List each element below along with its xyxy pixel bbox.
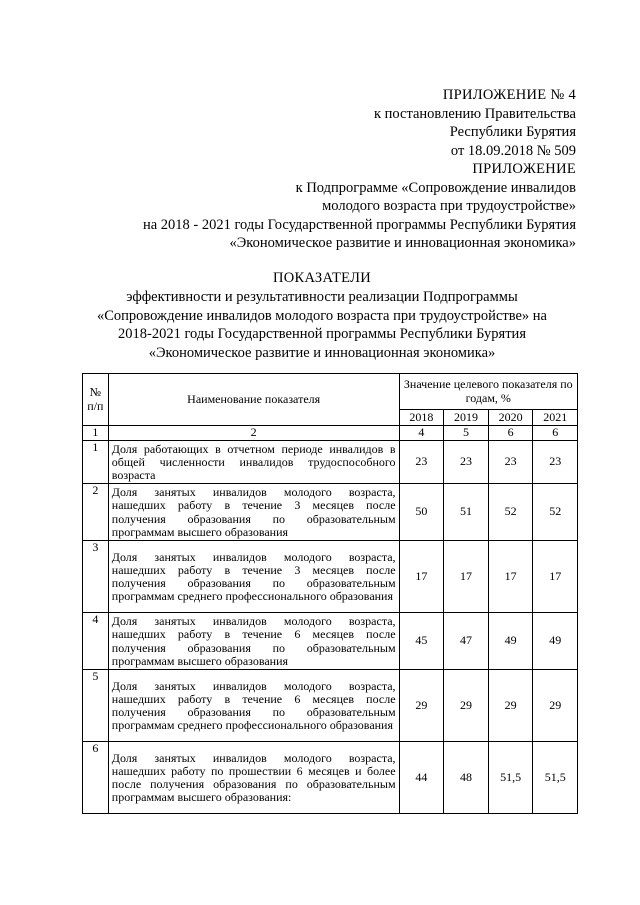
subprogram-appendix-title: ПРИЛОЖЕНИЕ: [472, 161, 576, 177]
appendix-header: [374, 86, 576, 160]
row-number: 4: [83, 613, 109, 670]
title-heading: ПОКАЗАТЕЛИ: [272, 270, 371, 286]
row-indicator-name: [108, 484, 399, 541]
row-value: 50: [399, 484, 444, 541]
appendix-date: от 18.09.2018 № 509: [450, 142, 576, 159]
title-line: 2018-2021 годы Государственной программы Республики Бурятия: [118, 326, 526, 343]
row-value: 29: [533, 670, 578, 742]
table-row: [83, 541, 578, 613]
subprogram-ref-line: к Подпрограмме «Сопровождение инвалидов: [295, 179, 576, 196]
row-value: 51: [444, 484, 489, 541]
table-row: [83, 441, 578, 484]
subprogram-appendix-header: [143, 160, 576, 253]
row-value: 52: [488, 484, 533, 541]
row-value: 17: [488, 541, 533, 613]
row-value: 23: [444, 441, 489, 484]
row-value: 17: [399, 541, 444, 613]
row-value: 49: [533, 613, 578, 670]
row-number: 3: [83, 541, 109, 613]
row-value: 29: [399, 670, 444, 742]
column-number: 2: [108, 426, 399, 441]
appendix-ref-line: Республики Бурятия: [449, 124, 576, 140]
row-value: 17: [533, 541, 578, 613]
title-line: «Экономическое развитие и инновационная экономика»: [148, 345, 496, 362]
row-number: 5: [83, 670, 109, 742]
indicator-text: Доля занятых инвалидов молодого возраста, нашедших работу в течение 3 месяцев после получения образования по образовательным программам среднего профессионального образования: [111, 549, 396, 604]
table-header-row: [83, 374, 578, 410]
header-value: Значение целевого показателя по годам, %: [399, 374, 577, 410]
row-value: 23: [533, 441, 578, 484]
table-row: [83, 742, 578, 814]
row-value: 49: [488, 613, 533, 670]
indicators-table: [82, 373, 578, 814]
title-line: эффективности и результативности реализации Подпрограммы: [126, 288, 518, 305]
appendix-number: ПРИЛОЖЕНИЕ № 4: [442, 87, 576, 103]
title-line: «Сопровождение инвалидов молодого возраста при трудоустройстве» на: [96, 307, 547, 324]
header-year: 2021: [533, 410, 578, 426]
row-value: 23: [399, 441, 444, 484]
table-row: [83, 670, 578, 742]
row-indicator-name: [108, 670, 399, 742]
indicator-text: Доля занятых инвалидов молодого возраста, нашедших работу в течение 6 месяцев после получения образования по образовательным программам среднего профессионального образования: [111, 678, 396, 733]
indicator-text: Доля работающих в отчетном периоде инвалидов в общей численности инвалидов трудоспособного возраста: [111, 441, 396, 483]
row-value: 23: [488, 441, 533, 484]
header-year: 2018: [399, 410, 444, 426]
column-number: 4: [399, 426, 444, 441]
row-number: 2: [83, 484, 109, 541]
row-number: 6: [83, 742, 109, 814]
header-no: № п/п: [83, 374, 109, 426]
indicator-text: Доля занятых инвалидов молодого возраста, нашедших работу в течение 6 месяцев после получения образования по образовательным программам высшего образования: [111, 614, 396, 668]
row-number: 1: [83, 441, 109, 484]
column-number: 1: [83, 426, 109, 441]
row-indicator-name: [108, 613, 399, 670]
row-indicator-name: [108, 742, 399, 814]
indicator-text: Доля занятых инвалидов молодого возраста, нашедших работу в течение 3 месяцев после получения образования по образовательным программам высшего образования: [111, 485, 396, 539]
column-number: 6: [488, 426, 533, 441]
table-numbering-row: [83, 426, 578, 441]
row-value: 47: [444, 613, 489, 670]
column-number: 6: [533, 426, 578, 441]
subprogram-ref-line: на 2018 - 2021 годы Государственной программы Республики Бурятия: [142, 216, 576, 233]
table-row: [83, 613, 578, 670]
row-value: 52: [533, 484, 578, 541]
appendix-ref-line: к постановлению Правительства: [374, 105, 576, 122]
indicator-text: Доля занятых инвалидов молодого возраста, нашедших работу по прошествии 6 месяцев и более после получения образования по образовательным программам высшего образования:: [111, 750, 396, 805]
subprogram-ref-line: молодого возраста при трудоустройстве»: [322, 198, 576, 214]
row-value: 45: [399, 613, 444, 670]
header-name: Наименование показателя: [108, 374, 399, 426]
table-row: [83, 484, 578, 541]
subprogram-ref-line: «Экономическое развитие и инновационная экономика»: [229, 235, 576, 251]
header-year: 2019: [444, 410, 489, 426]
row-value: 51,5: [488, 742, 533, 814]
row-indicator-name: [108, 541, 399, 613]
column-number: 5: [444, 426, 489, 441]
row-value: 29: [488, 670, 533, 742]
document-title: [60, 269, 584, 363]
row-indicator-name: [108, 441, 399, 484]
header-year: 2020: [488, 410, 533, 426]
row-value: 48: [444, 742, 489, 814]
row-value: 44: [399, 742, 444, 814]
row-value: 51,5: [533, 742, 578, 814]
row-value: 17: [444, 541, 489, 613]
row-value: 29: [444, 670, 489, 742]
